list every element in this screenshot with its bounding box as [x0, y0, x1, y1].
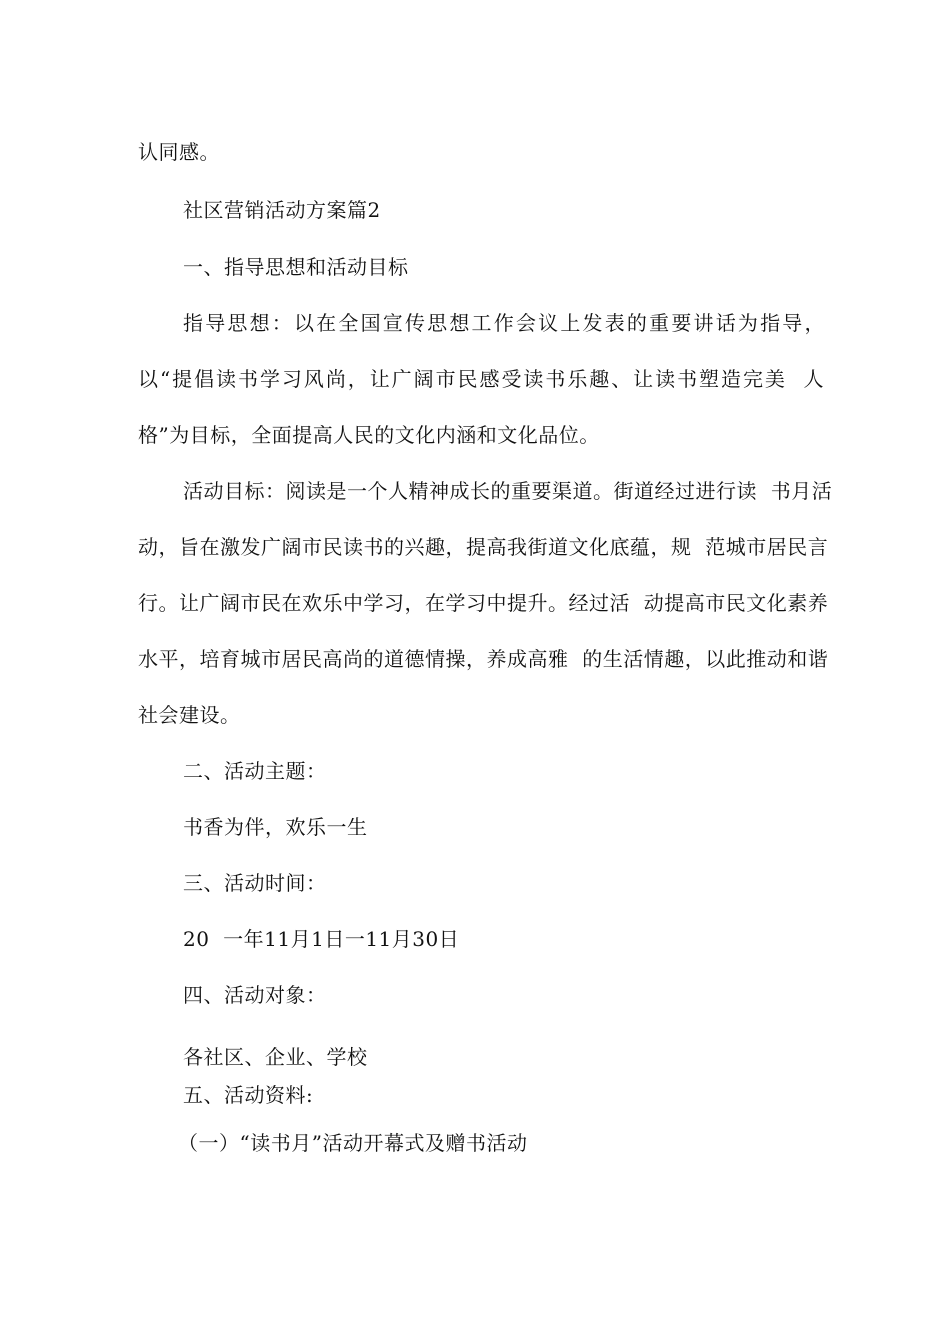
section-title: 社区营销活动方案篇2	[183, 198, 381, 222]
paragraph-line: 格”为目标，全面提高人民的文化内涵和文化品位。	[138, 423, 600, 447]
activity-time-text: 20 一年11月1日一11月30日	[183, 927, 460, 951]
paragraph-line: 指导思想：以在全国宣传思想工作会议上发表的重要讲话为指导，	[183, 311, 825, 335]
heading-guiding-ideology: 一、指导思想和活动目标	[183, 255, 409, 279]
heading-activity-time: 三、活动时间：	[183, 871, 327, 895]
paragraph-line: 社会建设。	[138, 703, 241, 727]
activity-target-text: 各社区、企业、学校	[183, 1045, 368, 1069]
text-line-continuation: 认同感。	[138, 140, 220, 164]
heading-activity-theme: 二、活动主题：	[183, 759, 327, 783]
paragraph-line: 以“提倡读书学习风尚，让广阔市民感受读书乐趣、让读书塑造完美 人	[138, 367, 824, 391]
paragraph-line: 活动目标：阅读是一个人精神成长的重要渠道。街道经过进行读 书月活	[183, 479, 833, 503]
heading-activity-materials: 五、活动资料:	[183, 1083, 314, 1107]
activity-theme-text: 书香为伴，欢乐一生	[183, 815, 368, 839]
paragraph-line: 水平，培育城市居民高尚的道德情操，养成高雅 的生活情趣，以此推动和谐	[138, 647, 829, 671]
subheading-opening-ceremony: （一）“读书月”活动开幕式及赠书活动	[178, 1131, 528, 1155]
paragraph-line: 动，旨在激发广阔市民读书的兴趣，提高我街道文化底蕴，规 范城市居民言	[138, 535, 829, 559]
heading-activity-target: 四、活动对象：	[183, 983, 327, 1007]
paragraph-line: 行。让广阔市民在欢乐中学习，在学习中提升。经过活 动提高市民文化素养	[138, 591, 829, 615]
